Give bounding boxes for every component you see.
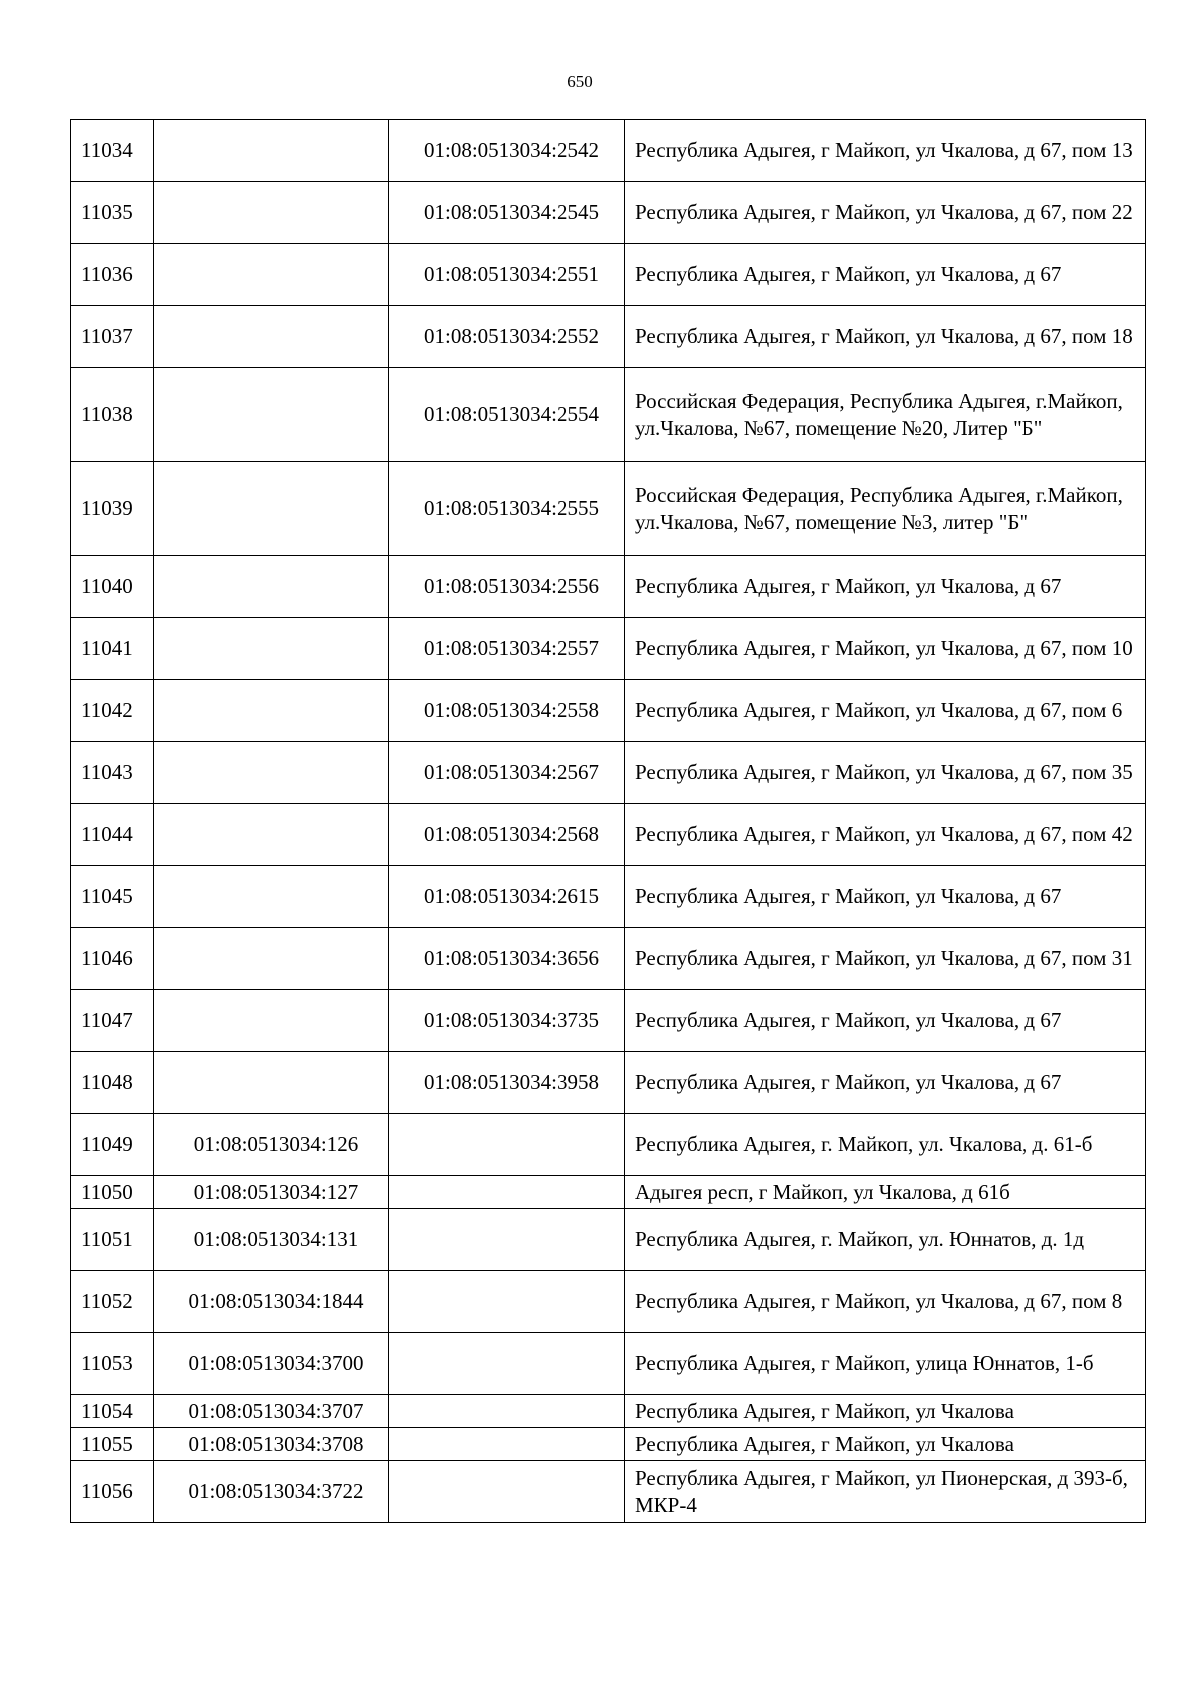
object-cadastral-number bbox=[389, 1114, 625, 1176]
table-row bbox=[71, 462, 1146, 556]
page-number: 650 bbox=[567, 72, 593, 91]
row-number: 11036 bbox=[71, 244, 154, 306]
address: Республика Адыгея, г. Майкоп, ул. Чкалова, д. 61-б bbox=[625, 1114, 1146, 1176]
address: Республика Адыгея, г Майкоп, ул Пионерская, д 393-б, МКР-4 bbox=[625, 1461, 1146, 1523]
row-number: 11043 bbox=[71, 742, 154, 804]
object-cadastral-number: 01:08:0513034:2542 bbox=[389, 120, 625, 182]
table-row bbox=[71, 1176, 1146, 1209]
row-number: 11051 bbox=[71, 1209, 154, 1271]
land-cadastral-number: 01:08:0513034:3707 bbox=[154, 1395, 389, 1428]
land-cadastral-number bbox=[154, 306, 389, 368]
row-number: 11035 bbox=[71, 182, 154, 244]
address: Российская Федерация, Республика Адыгея, г.Майкоп, ул.Чкалова, №67, помещение №20, Литер "Б" bbox=[625, 368, 1146, 462]
object-cadastral-number: 01:08:0513034:2551 bbox=[389, 244, 625, 306]
address: Республика Адыгея, г. Майкоп, ул. Юннатов, д. 1д bbox=[625, 1209, 1146, 1271]
land-cadastral-number: 01:08:0513034:127 bbox=[154, 1176, 389, 1209]
object-cadastral-number: 01:08:0513034:2567 bbox=[389, 742, 625, 804]
address: Республика Адыгея, г Майкоп, ул Чкалова, д 67, пом 22 bbox=[625, 182, 1146, 244]
table-row bbox=[71, 1428, 1146, 1461]
land-cadastral-number bbox=[154, 120, 389, 182]
row-number: 11047 bbox=[71, 990, 154, 1052]
land-cadastral-number bbox=[154, 742, 389, 804]
row-number: 11037 bbox=[71, 306, 154, 368]
table-row bbox=[71, 866, 1146, 928]
row-number: 11041 bbox=[71, 618, 154, 680]
address: Адыгея респ, г Майкоп, ул Чкалова, д 61б bbox=[625, 1176, 1146, 1209]
object-cadastral-number: 01:08:0513034:2557 bbox=[389, 618, 625, 680]
land-cadastral-number bbox=[154, 866, 389, 928]
registry-table-body bbox=[71, 120, 1146, 1523]
row-number: 11055 bbox=[71, 1428, 154, 1461]
table-row bbox=[71, 306, 1146, 368]
table-row bbox=[71, 804, 1146, 866]
table-row bbox=[71, 1271, 1146, 1333]
land-cadastral-number bbox=[154, 368, 389, 462]
row-number: 11056 bbox=[71, 1461, 154, 1523]
land-cadastral-number: 01:08:0513034:3722 bbox=[154, 1461, 389, 1523]
table-row bbox=[71, 1052, 1146, 1114]
object-cadastral-number: 01:08:0513034:2615 bbox=[389, 866, 625, 928]
object-cadastral-number: 01:08:0513034:3958 bbox=[389, 1052, 625, 1114]
address: Российская Федерация, Республика Адыгея, г.Майкоп, ул.Чкалова, №67, помещение №3, литер "Б" bbox=[625, 462, 1146, 556]
row-number: 11040 bbox=[71, 556, 154, 618]
row-number: 11049 bbox=[71, 1114, 154, 1176]
object-cadastral-number bbox=[389, 1271, 625, 1333]
land-cadastral-number: 01:08:0513034:131 bbox=[154, 1209, 389, 1271]
row-number: 11042 bbox=[71, 680, 154, 742]
land-cadastral-number bbox=[154, 928, 389, 990]
address: Республика Адыгея, г Майкоп, ул Чкалова, д 67 bbox=[625, 556, 1146, 618]
address: Республика Адыгея, г Майкоп, ул Чкалова, д 67, пом 10 bbox=[625, 618, 1146, 680]
address: Республика Адыгея, г Майкоп, ул Чкалова, д 67 bbox=[625, 990, 1146, 1052]
table-row bbox=[71, 1333, 1146, 1395]
address: Республика Адыгея, г Майкоп, ул Чкалова, д 67, пом 31 bbox=[625, 928, 1146, 990]
land-cadastral-number bbox=[154, 680, 389, 742]
object-cadastral-number bbox=[389, 1461, 625, 1523]
table-row bbox=[71, 1395, 1146, 1428]
row-number: 11053 bbox=[71, 1333, 154, 1395]
land-cadastral-number bbox=[154, 462, 389, 556]
object-cadastral-number: 01:08:0513034:2568 bbox=[389, 804, 625, 866]
table-row bbox=[71, 618, 1146, 680]
land-cadastral-number bbox=[154, 804, 389, 866]
table-row bbox=[71, 368, 1146, 462]
object-cadastral-number: 01:08:0513034:3656 bbox=[389, 928, 625, 990]
object-cadastral-number bbox=[389, 1209, 625, 1271]
land-cadastral-number bbox=[154, 618, 389, 680]
object-cadastral-number: 01:08:0513034:2555 bbox=[389, 462, 625, 556]
address: Республика Адыгея, г Майкоп, улица Юннатов, 1-б bbox=[625, 1333, 1146, 1395]
object-cadastral-number: 01:08:0513034:2554 bbox=[389, 368, 625, 462]
address: Республика Адыгея, г Майкоп, ул Чкалова, д 67, пом 6 bbox=[625, 680, 1146, 742]
table-row bbox=[71, 120, 1146, 182]
address: Республика Адыгея, г Майкоп, ул Чкалова, д 67, пом 42 bbox=[625, 804, 1146, 866]
object-cadastral-number: 01:08:0513034:2556 bbox=[389, 556, 625, 618]
object-cadastral-number: 01:08:0513034:2558 bbox=[389, 680, 625, 742]
table-row bbox=[71, 990, 1146, 1052]
land-cadastral-number: 01:08:0513034:3708 bbox=[154, 1428, 389, 1461]
address: Республика Адыгея, г Майкоп, ул Чкалова, д 67, пом 8 bbox=[625, 1271, 1146, 1333]
address: Республика Адыгея, г Майкоп, ул Чкалова, д 67 bbox=[625, 866, 1146, 928]
row-number: 11045 bbox=[71, 866, 154, 928]
object-cadastral-number: 01:08:0513034:2552 bbox=[389, 306, 625, 368]
table-row bbox=[71, 1209, 1146, 1271]
land-cadastral-number bbox=[154, 182, 389, 244]
row-number: 11039 bbox=[71, 462, 154, 556]
land-cadastral-number bbox=[154, 244, 389, 306]
land-cadastral-number bbox=[154, 556, 389, 618]
object-cadastral-number bbox=[389, 1176, 625, 1209]
row-number: 11050 bbox=[71, 1176, 154, 1209]
row-number: 11048 bbox=[71, 1052, 154, 1114]
row-number: 11052 bbox=[71, 1271, 154, 1333]
object-cadastral-number: 01:08:0513034:2545 bbox=[389, 182, 625, 244]
object-cadastral-number bbox=[389, 1395, 625, 1428]
object-cadastral-number bbox=[389, 1428, 625, 1461]
registry-table bbox=[70, 119, 1146, 1523]
row-number: 11054 bbox=[71, 1395, 154, 1428]
address: Республика Адыгея, г Майкоп, ул Чкалова bbox=[625, 1395, 1146, 1428]
address: Республика Адыгея, г Майкоп, ул Чкалова, д 67, пом 35 bbox=[625, 742, 1146, 804]
table-row bbox=[71, 182, 1146, 244]
land-cadastral-number: 01:08:0513034:126 bbox=[154, 1114, 389, 1176]
table-row bbox=[71, 556, 1146, 618]
land-cadastral-number: 01:08:0513034:1844 bbox=[154, 1271, 389, 1333]
row-number: 11034 bbox=[71, 120, 154, 182]
address: Республика Адыгея, г Майкоп, ул Чкалова, д 67, пом 13 bbox=[625, 120, 1146, 182]
address: Республика Адыгея, г Майкоп, ул Чкалова bbox=[625, 1428, 1146, 1461]
table-row bbox=[71, 680, 1146, 742]
address: Республика Адыгея, г Майкоп, ул Чкалова, д 67 bbox=[625, 244, 1146, 306]
land-cadastral-number: 01:08:0513034:3700 bbox=[154, 1333, 389, 1395]
address: Республика Адыгея, г Майкоп, ул Чкалова, д 67, пом 18 bbox=[625, 306, 1146, 368]
row-number: 11046 bbox=[71, 928, 154, 990]
land-cadastral-number bbox=[154, 990, 389, 1052]
address: Республика Адыгея, г Майкоп, ул Чкалова, д 67 bbox=[625, 1052, 1146, 1114]
table-row bbox=[71, 1114, 1146, 1176]
table-row bbox=[71, 928, 1146, 990]
table-row bbox=[71, 1461, 1146, 1523]
row-number: 11044 bbox=[71, 804, 154, 866]
row-number: 11038 bbox=[71, 368, 154, 462]
table-row bbox=[71, 742, 1146, 804]
object-cadastral-number: 01:08:0513034:3735 bbox=[389, 990, 625, 1052]
object-cadastral-number bbox=[389, 1333, 625, 1395]
table-row bbox=[71, 244, 1146, 306]
land-cadastral-number bbox=[154, 1052, 389, 1114]
